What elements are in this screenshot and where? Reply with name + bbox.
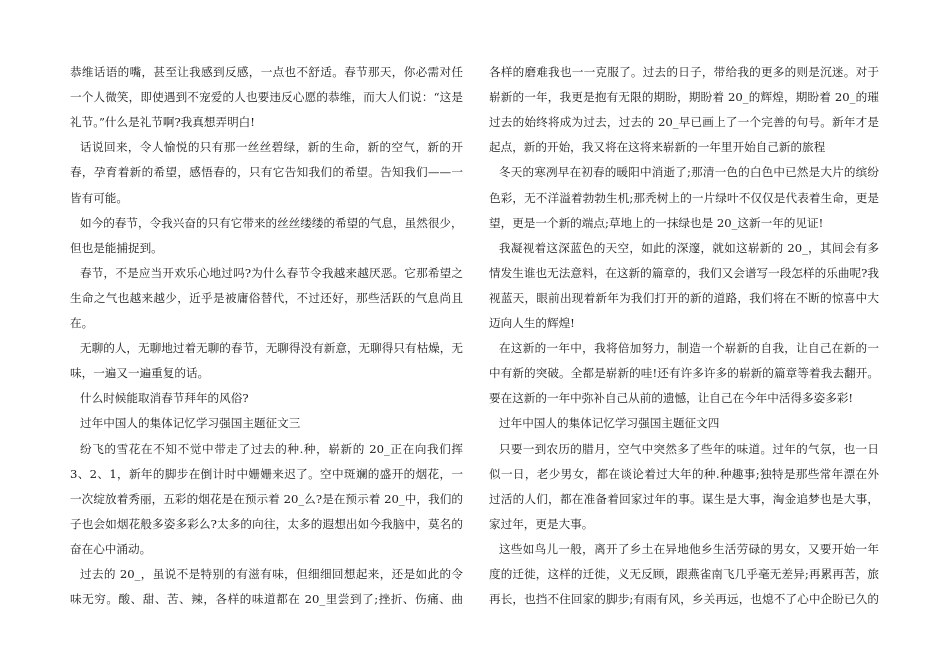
- text-line: 在这新的一年中，我将倍加努力，制造一个崭新的自我，让自己在新的一: [499, 341, 879, 356]
- text-line: 味无穷。酸、甜、苦、辣，各样的味道都在 20_里尝到了;挫折、伤痛、曲: [70, 592, 463, 607]
- text-line: 要在这新的一年中弥补自己从前的遗憾，让自己在今年中活得多姿多彩!: [489, 391, 854, 406]
- text-line: 什么时候能取消春节拜年的风俗?: [80, 391, 249, 406]
- text-line: 崭新的一年，我更是抱有无限的期盼，期盼着 20_的辉煌，期盼着 20_的璀: [489, 90, 879, 105]
- text-line: 色彩，无不洋溢着勃勃生机;那秃树上的一片绿叶不仅仅是代表着生命，更是: [489, 190, 879, 205]
- text-line: 在。: [70, 316, 94, 330]
- text-line: 起点，新的开始，我又将在这将来崭新的一年里开始自己新的旅程: [489, 140, 826, 155]
- text-line: 一次绽放着秀丽，五彩的烟花是在预示着 20_么?是在预示着 20_中，我们的: [70, 491, 463, 506]
- text-line: 过去的始终将成为过去，过去的 20_早已画上了一个完善的句号。新年才是: [489, 115, 879, 130]
- text-line: 只要一到农历的腊月，空气中突然多了些年的味道。过年的气氛，也一日: [499, 441, 879, 456]
- text-line: 春节，不是应当开欢乐心地过吗?为什么春节令我越来越厌恶。它那希望之: [80, 265, 463, 280]
- text-line: 过年中国人的集体记忆学习强国主题征文四: [499, 416, 720, 431]
- text-line: 迈向人生的辉煌!: [489, 316, 575, 330]
- text-line: 似一日，老少男女，都在谈论着过大年的种.种趣事;独特是那些常年漂在外: [489, 466, 879, 481]
- text-line: 视蓝天，眼前出现着新年为我们打开的新的道路，我们将在不断的惊喜中大: [489, 290, 879, 305]
- text-line: 过年中国人的集体记忆学习强国主题征文三: [80, 416, 301, 431]
- text-line: 度的迁徙，这样的迁徙，义无反顾，跟燕雀南飞几乎毫无差异;再累再苦，旅: [489, 567, 879, 581]
- text-line: 但也是能捕捉到。: [70, 240, 163, 255]
- text-line: 再长，也挡不住回家的脚步;有雨有风，乡关再远，也熄不了心中企盼已久的: [489, 592, 879, 607]
- text-line: 冬天的寒冽早在初春的暖阳中消逝了;那清一色的白色中已然是大片的缤纷: [499, 165, 879, 180]
- text-line: 中有新的突破。全都是崭新的哇!还有许多许多的崭新的篇章等着我去翻开。: [489, 366, 879, 381]
- text-line: 望，更是一个新的端点;草地上的一抹绿也是 20_这新一年的见证!: [489, 215, 824, 230]
- text-line: 味，一遍又一遍重复的话。: [70, 366, 210, 381]
- text-line: 一个人微笑，即使遇到不宠爱的人也要违反心愿的恭维，而大人们说：“这是: [70, 90, 463, 105]
- text-line: 过去的 20_，虽说不是特别的有滋有味，但细细回想起来，还是如此的令: [80, 567, 463, 581]
- text-line: 子也会如烟花般多姿多彩么?太多的向往，太多的遐想出如今我脑中，莫名的: [70, 516, 463, 531]
- text-line: 过活的人们，都在准备着回家过年的事。谋生是大事，淘金追梦也是大事，: [489, 491, 879, 506]
- text-line: 奋在心中涌动。: [70, 541, 152, 556]
- text-line: 这些如鸟儿一般，离开了乡土在异地他乡生活劳碌的男女，又要开始一年: [499, 541, 879, 556]
- text-line: 皆有可能。: [70, 190, 128, 205]
- text-line: 恭维话语的嘴，甚至让我感到反感，一点也不舒适。春节那天，你必需对任: [70, 65, 463, 79]
- text-line: 如今的春节，令我兴奋的只有它带来的丝丝缕缕的希望的气息，虽然很少，: [80, 215, 463, 230]
- text-line: 家过年，更是大事。: [489, 516, 594, 531]
- text-line: 无聊的人，无聊地过着无聊的春节，无聊得没有新意，无聊得只有枯燥，无: [80, 341, 463, 356]
- text-line: 各样的磨难我也一一克服了。过去的日子，带给我的更多的则是沉迷。对于: [489, 65, 879, 79]
- text-line: 情发生谁也无法意料，在这新的篇章的，我们又会谱写一段怎样的乐曲呢?我: [489, 265, 879, 280]
- text-line: 春，孕育着新的希望，感悟春的，只有它告知我们的希望。告知我们——一: [70, 165, 463, 180]
- text-line: 我凝视着这深蓝色的天空，如此的深邃，就如这崭新的 20_，其间会有多: [499, 240, 879, 255]
- text-line: 生命之气也越来越少，近乎是被庸俗替代，不过还好，那些活跃的气息尚且: [70, 290, 463, 305]
- text-line: 礼节。”什么是礼节啊?我真想弄明白!: [70, 115, 255, 130]
- text-line: 话说回来，令人愉悦的只有那一丝丝碧绿，新的生命，新的空气，新的开: [80, 140, 463, 155]
- text-line: 纷飞的雪花在不知不觉中带走了过去的种.种，崭新的 20_正在向我们挥: [80, 441, 463, 456]
- text-line: 3、2、1，新年的脚步在倒计时中姗姗来迟了。空中斑斓的盛开的烟花，一: [70, 466, 463, 481]
